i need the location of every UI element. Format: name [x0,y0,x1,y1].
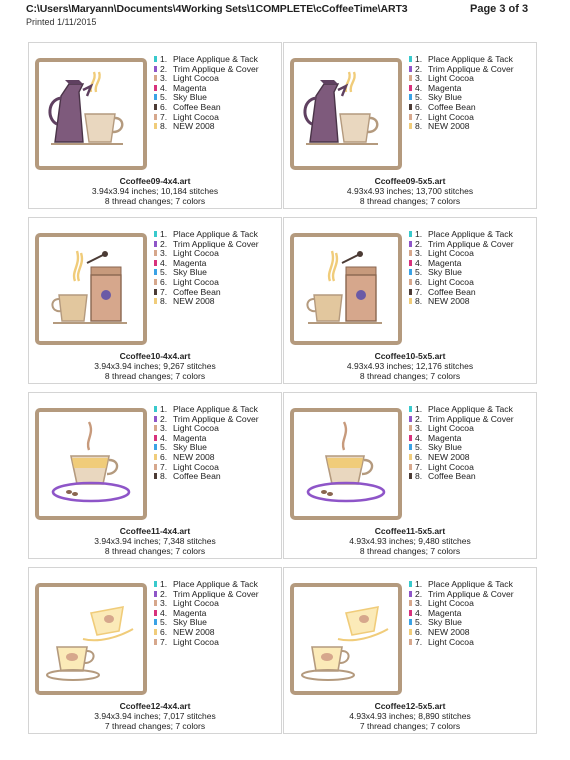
color-swatch [409,591,412,597]
page-number: Page 3 of 3 [470,3,529,15]
color-swatch [409,75,412,81]
design-size-stitches: 4.93x4.93 inches; 8,890 stitches [349,711,471,721]
thread-number: 7. [160,111,168,122]
thread-color-name: Magenta [428,607,462,618]
thread-number: 3. [415,248,423,259]
thread-number: 7. [415,111,423,122]
thread-color-name: Sky Blue [173,442,207,453]
design-caption [284,701,536,731]
thread-number: 5. [415,267,423,278]
design-card [28,217,282,384]
thread-color-name: NEW 2008 [173,296,215,307]
thread-color-item [154,122,259,132]
thread-number: 6. [415,626,423,637]
thread-number: 3. [160,423,168,434]
design-card [28,42,282,209]
thread-number: 3. [415,73,423,84]
thread-color-name: Trim Applique & Cover [173,588,259,599]
thread-color-name: Place Applique & Tack [173,54,258,64]
thread-number: 4. [415,82,423,93]
thread-color-list [409,55,514,132]
thread-color-name: Place Applique & Tack [173,579,258,589]
thread-color-item [409,472,514,482]
design-caption [29,526,281,556]
thread-color-name: Light Cocoa [428,423,474,434]
design-card [283,567,537,734]
thread-number: 8. [415,121,423,132]
color-swatch [154,610,157,616]
color-swatch [409,66,412,72]
thread-color-item [409,297,514,307]
design-card [283,42,537,209]
color-swatch [409,250,412,256]
thread-number: 6. [160,626,168,637]
design-caption [284,176,536,206]
thread-color-name: Sky Blue [428,92,462,103]
color-swatch [409,639,412,645]
thread-changes: 8 thread changes; 7 colors [359,546,461,556]
thread-color-name: Sky Blue [428,442,462,453]
thread-number: 2. [160,238,168,249]
thread-color-name: NEW 2008 [428,296,470,307]
color-swatch [154,85,157,91]
color-swatch [154,241,157,247]
color-swatch [154,123,157,129]
thread-color-name: Light Cocoa [173,276,219,287]
thread-color-name: NEW 2008 [428,451,470,462]
thread-color-item [154,297,259,307]
thread-color-name: Coffee Bean [428,471,476,482]
thread-number: 3. [415,423,423,434]
thread-changes: 8 thread changes; 7 colors [104,546,206,556]
color-swatch [154,66,157,72]
thread-number: 6. [160,101,168,112]
thread-color-name: Place Applique & Tack [428,404,513,414]
thread-color-name: Magenta [428,82,462,93]
thread-color-list [154,405,259,482]
thread-number: 7. [415,636,423,647]
color-swatch [154,435,157,441]
thread-number: 3. [160,73,168,84]
thread-color-name: NEW 2008 [173,451,215,462]
color-swatch [154,444,157,450]
thread-number: 7. [415,461,423,472]
design-caption [29,701,281,731]
color-swatch [409,56,412,62]
thread-number: 7. [415,286,423,297]
coffee-grinder-icon [290,233,402,345]
thread-number: 4. [415,432,423,443]
thread-color-name: NEW 2008 [428,121,470,132]
color-swatch [409,241,412,247]
thread-color-name: Coffee Bean [173,101,221,112]
thread-number: 4. [415,257,423,268]
design-card [283,217,537,384]
color-swatch [409,581,412,587]
two-cups-icon [290,583,402,695]
color-swatch [409,279,412,285]
thread-number: 7. [160,286,168,297]
thread-color-item [154,472,259,482]
thread-color-name: Coffee Bean [173,471,221,482]
thread-color-list [409,405,514,482]
thread-color-item [409,122,514,132]
design-filename: Ccoffee09-4x4.art [119,176,191,186]
design-filename: Ccoffee10-4x4.art [119,351,191,361]
thread-number: 1. [160,579,168,589]
thread-number: 5. [415,617,423,628]
color-swatch [409,600,412,606]
thread-number: 6. [160,276,168,287]
thread-color-item [409,638,514,648]
thread-color-list [154,55,259,132]
color-swatch [154,591,157,597]
color-swatch [409,454,412,460]
thread-number: 4. [160,82,168,93]
thread-color-name: Light Cocoa [428,598,474,609]
color-swatch [409,298,412,304]
design-size-stitches: 3.94x3.94 inches; 7,017 stitches [94,711,216,721]
thread-number: 2. [415,413,423,424]
color-swatch [154,298,157,304]
color-swatch [409,416,412,422]
thread-number: 6. [415,276,423,287]
color-swatch [409,629,412,635]
thread-number: 5. [160,442,168,453]
design-filename: Ccoffee12-5x5.art [374,701,446,711]
design-caption [284,351,536,381]
color-swatch [409,260,412,266]
thread-color-name: Trim Applique & Cover [173,63,259,74]
thread-number: 2. [160,413,168,424]
color-swatch [154,289,157,295]
thread-color-name: Magenta [428,257,462,268]
color-swatch [409,444,412,450]
thread-color-name: Magenta [173,607,207,618]
color-swatch [154,454,157,460]
design-size-stitches: 4.93x4.93 inches; 12,176 stitches [346,361,474,371]
thread-color-name: Trim Applique & Cover [428,238,514,249]
thread-number: 8. [415,296,423,307]
color-swatch [154,114,157,120]
design-size-stitches: 4.93x4.93 inches; 9,480 stitches [349,536,471,546]
color-swatch [409,123,412,129]
thread-color-name: Light Cocoa [428,276,474,287]
thread-color-item [154,638,259,648]
design-filename: Ccoffee11-5x5.art [374,526,446,536]
thread-number: 1. [415,54,423,64]
color-swatch [409,114,412,120]
design-caption [29,351,281,381]
color-swatch [154,260,157,266]
thread-color-name: Light Cocoa [173,73,219,84]
thread-color-name: Light Cocoa [428,461,474,472]
color-swatch [154,75,157,81]
thread-number: 6. [160,451,168,462]
thread-color-name: NEW 2008 [173,626,215,637]
color-swatch [154,250,157,256]
thread-color-name: Magenta [173,432,207,443]
thread-number: 2. [160,63,168,74]
thread-color-name: Light Cocoa [428,636,474,647]
color-swatch [409,610,412,616]
color-swatch [154,464,157,470]
thread-color-name: Light Cocoa [173,636,219,647]
thread-color-list [154,230,259,307]
thread-color-name: Sky Blue [428,267,462,278]
color-swatch [154,406,157,412]
design-filename: Ccoffee12-4x4.art [119,701,191,711]
color-swatch [409,104,412,110]
color-swatch [154,94,157,100]
thread-color-name: Place Applique & Tack [173,404,258,414]
color-swatch [154,473,157,479]
thread-number: 5. [160,92,168,103]
thread-color-name: Light Cocoa [173,461,219,472]
thread-color-name: NEW 2008 [428,626,470,637]
thread-number: 4. [160,607,168,618]
thread-number: 8. [160,121,168,132]
color-swatch [409,425,412,431]
coffee-pot-and-cup-icon [290,58,402,170]
thread-number: 1. [160,404,168,414]
color-swatch [409,406,412,412]
thread-number: 6. [415,451,423,462]
thread-number: 5. [160,267,168,278]
design-card [28,567,282,734]
thread-number: 5. [415,442,423,453]
thread-color-list [154,580,259,647]
thread-color-name: Trim Applique & Cover [428,588,514,599]
color-swatch [409,85,412,91]
thread-number: 2. [415,63,423,74]
thread-changes: 8 thread changes; 7 colors [359,196,461,206]
thread-color-name: NEW 2008 [173,121,215,132]
thread-color-name: Trim Applique & Cover [428,63,514,74]
thread-color-name: Sky Blue [428,617,462,628]
thread-color-list [409,580,514,647]
thread-changes: 8 thread changes; 7 colors [104,196,206,206]
thread-color-name: Place Applique & Tack [173,229,258,239]
thread-color-name: Place Applique & Tack [428,229,513,239]
printed-date: Printed 1/11/2015 [26,17,97,27]
design-filename: Ccoffee11-4x4.art [119,526,191,536]
thread-number: 3. [160,248,168,259]
thread-color-name: Light Cocoa [428,111,474,122]
design-size-stitches: 3.94x3.94 inches; 9,267 stitches [94,361,216,371]
thread-number: 4. [415,607,423,618]
thread-number: 5. [160,617,168,628]
thread-color-name: Sky Blue [173,617,207,628]
color-swatch [154,56,157,62]
thread-color-name: Light Cocoa [173,423,219,434]
color-swatch [409,289,412,295]
design-size-stitches: 4.93x4.93 inches; 13,700 stitches [346,186,474,196]
thread-color-name: Trim Applique & Cover [173,413,259,424]
thread-number: 4. [160,432,168,443]
design-caption [284,526,536,556]
file-path: C:\Users\Maryann\Documents\4Working Sets\1COMPLETE\cCoffeeTime\ART3 [26,3,408,15]
cup-and-saucer-icon [290,408,402,520]
color-swatch [154,425,157,431]
coffee-pot-and-cup-icon [35,58,147,170]
coffee-grinder-icon [35,233,147,345]
thread-number: 1. [160,229,168,239]
thread-color-name: Place Applique & Tack [428,579,513,589]
thread-color-name: Trim Applique & Cover [428,413,514,424]
thread-number: 1. [415,404,423,414]
thread-number: 8. [415,471,423,482]
thread-color-name: Coffee Bean [173,286,221,297]
color-swatch [154,629,157,635]
color-swatch [154,600,157,606]
thread-color-name: Place Applique & Tack [428,54,513,64]
color-swatch [409,464,412,470]
thread-color-name: Magenta [173,257,207,268]
design-filename: Ccoffee09-5x5.art [374,176,446,186]
color-swatch [409,619,412,625]
color-swatch [409,473,412,479]
thread-color-name: Magenta [428,432,462,443]
color-swatch [409,269,412,275]
color-swatch [154,416,157,422]
thread-number: 7. [160,461,168,472]
thread-number: 7. [160,636,168,647]
thread-number: 4. [160,257,168,268]
thread-number: 1. [415,579,423,589]
thread-color-name: Light Cocoa [173,598,219,609]
thread-color-list [409,230,514,307]
thread-number: 1. [160,54,168,64]
thread-changes: 7 thread changes; 7 colors [359,721,461,731]
thread-number: 2. [415,588,423,599]
two-cups-icon [35,583,147,695]
cup-and-saucer-icon [35,408,147,520]
color-swatch [409,94,412,100]
thread-number: 3. [415,598,423,609]
design-size-stitches: 3.94x3.94 inches; 7,348 stitches [94,536,216,546]
thread-number: 3. [160,598,168,609]
thread-color-name: Magenta [173,82,207,93]
thread-color-name: Trim Applique & Cover [173,238,259,249]
design-filename: Ccoffee10-5x5.art [374,351,446,361]
color-swatch [154,104,157,110]
design-card [28,392,282,559]
thread-color-name: Light Cocoa [428,248,474,259]
color-swatch [154,231,157,237]
color-swatch [409,435,412,441]
thread-color-name: Coffee Bean [428,286,476,297]
thread-color-name: Coffee Bean [428,101,476,112]
thread-changes: 8 thread changes; 7 colors [359,371,461,381]
color-swatch [154,279,157,285]
thread-changes: 7 thread changes; 7 colors [104,721,206,731]
color-swatch [154,619,157,625]
color-swatch [154,269,157,275]
thread-color-name: Sky Blue [173,267,207,278]
thread-changes: 8 thread changes; 7 colors [104,371,206,381]
color-swatch [154,581,157,587]
thread-color-name: Sky Blue [173,92,207,103]
thread-color-name: Light Cocoa [173,111,219,122]
color-swatch [409,231,412,237]
thread-number: 2. [415,238,423,249]
thread-number: 8. [160,296,168,307]
thread-color-name: Light Cocoa [173,248,219,259]
thread-number: 5. [415,92,423,103]
color-swatch [154,639,157,645]
thread-number: 6. [415,101,423,112]
design-caption [29,176,281,206]
thread-number: 2. [160,588,168,599]
design-size-stitches: 3.94x3.94 inches; 10,184 stitches [91,186,219,196]
design-card [283,392,537,559]
thread-number: 8. [160,471,168,482]
thread-color-name: Light Cocoa [428,73,474,84]
thread-number: 1. [415,229,423,239]
